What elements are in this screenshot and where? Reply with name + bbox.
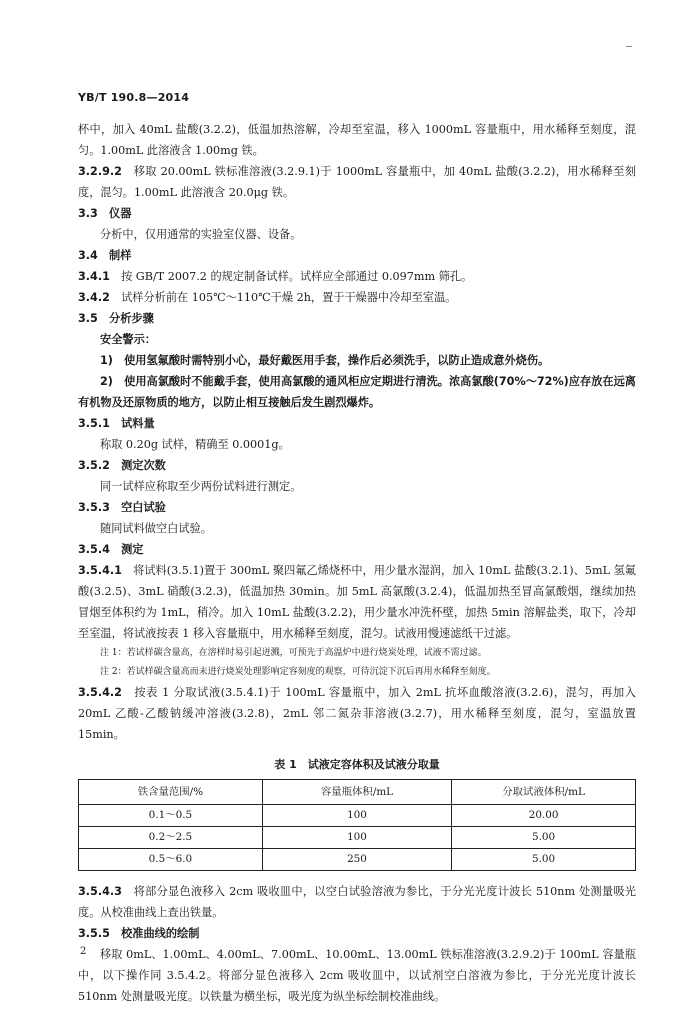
table-cell: 5.00 xyxy=(452,827,636,849)
page-number: 2 xyxy=(80,946,87,957)
clause-3-5-2-heading: 3.5.2 测定次数 xyxy=(78,459,166,472)
clause-3-5-4-heading: 3.5.4 测定 xyxy=(78,543,144,556)
paragraph: 杯中，加入 40mL 盐酸(3.2.2)，低温加热溶解，冷却至室温，移入 1000mL 容量瓶中，用水稀释至刻度，混匀。1.00mL 此溶液含 1.00mg 铁。 xyxy=(78,123,636,157)
table-cell: 5.00 xyxy=(452,849,636,871)
safety-warning-title: 安全警示： xyxy=(100,333,156,346)
clause-3-4-2: 3.4.2 试样分析前在 105℃～110℃干燥 2h，置于干燥器中冷却至室温。 xyxy=(78,291,457,304)
table-cell: 100 xyxy=(262,805,451,827)
table-header-row xyxy=(79,780,636,805)
table-row xyxy=(79,827,636,849)
table-cell: 0.5～6.0 xyxy=(79,849,263,871)
safety-warning-item-1: 1) 使用氢氟酸时需特别小心，最好戴医用手套，操作后必须洗手，以防止造成意外烧伤。 xyxy=(100,354,550,367)
standard-code-header: YB/T 190.8—2014 xyxy=(78,91,190,104)
clause-3-5-4-2: 3.5.4.2 按表 1 分取试液(3.5.4.1)于 100mL 容量瓶中，加入 2mL 抗坏血酸溶液(3.2.6)，混匀，再加入 20mL 乙酸-乙酸钠缓冲溶液(3.2.8)，2mL 邻二氮杂菲溶液(3.2.7)，用水稀释至刻度，混匀，室温放置 15min。 xyxy=(78,686,636,741)
section-3-5-heading: 3.5 分析步骤 xyxy=(78,312,154,325)
paragraph: 随同试料做空白试验。 xyxy=(100,522,212,535)
paragraph: 同一试样应称取至少两份试料进行测定。 xyxy=(100,480,302,493)
paragraph: 移取 0mL、1.00mL、4.00mL、7.00mL、10.00mL、13.00mL 铁标准溶液(3.2.9.2)于 100mL 容量瓶中，以下操作同 3.5.4.2。将部分显色液移入 2cm 吸收皿中，以试剂空白溶液为参比，于分光光度计波长 510nm 处测量吸光度。以铁量为横坐标，吸光度为纵坐标绘制校准曲线。 xyxy=(78,948,636,1003)
table-row xyxy=(79,805,636,827)
note-2: 注 2：若试样碳含量高而未进行烧炭处理影响定容刻度的观察，可待沉淀下沉后再用水稀释至刻度。 xyxy=(100,667,496,677)
table-1 xyxy=(78,754,636,871)
section-3-3-heading: 3.3 仪器 xyxy=(78,207,132,220)
clause-3-5-4-1: 3.5.4.1 将试料(3.5.1)置于 300mL 聚四氟乙烯烧杯中，用少量水湿润，加入 10mL 盐酸(3.2.1)、5mL 氢氟酸(3.2.5)、3mL 硝酸(3.2.3)，低温加热 30min。加 5mL 高氯酸(3.2.4)，低温加热至冒高氯酸烟，继续加热冒烟至体积约为 1mL，稍冷。加入 10mL 盐酸(3.2.2)，用少量水冲洗杯壁，加热 5min 溶解盐类，取下，冷却至室温，将试液按表 1 移入容量瓶中，用水稀释至刻度，混匀。试液用慢速滤纸干过滤。 xyxy=(78,564,636,640)
table-header: 分取试液体积/mL xyxy=(452,780,636,805)
section-3-4-heading: 3.4 制样 xyxy=(78,249,132,262)
table-cell: 250 xyxy=(262,849,451,871)
page-body xyxy=(78,119,636,1007)
table-header: 容量瓶体积/mL xyxy=(262,780,451,805)
clause-3-5-4-3: 3.5.4.3 将部分显色液移入 2cm 吸收皿中，以空白试验溶液为参比，于分光光度计波长 510nm 处测量吸光度。从校准曲线上查出铁量。 xyxy=(78,885,636,919)
safety-warning-item-2: 2) 使用高氯酸时不能戴手套，使用高氯酸的通风柜应定期进行清洗。浓高氯酸(70%～72%)应存放在远离有机物及还原物质的地方，以防止相互接触后发生剧烈爆炸。 xyxy=(78,375,636,409)
clause-3-5-3-heading: 3.5.3 空白试验 xyxy=(78,501,166,514)
table-row xyxy=(79,849,636,871)
table-caption: 表 1 试液定容体积及试液分取量 xyxy=(274,758,440,771)
clause-3-2-9-2: 3.2.9.2 移取 20.00mL 铁标准溶液(3.2.9.1)于 1000mL 容量瓶中，加 40mL 盐酸(3.2.2)，用水稀释至刻度，混匀。1.00mL 此溶液含 20.0μg 铁。 xyxy=(78,165,636,199)
clause-number: 3.2.9.2 xyxy=(78,165,122,178)
clause-3-5-1-heading: 3.5.1 试料量 xyxy=(78,417,155,430)
table-cell: 0.2～2.5 xyxy=(79,827,263,849)
paragraph: 称取 0.20g 试样，精确至 0.0001g。 xyxy=(100,438,290,451)
table xyxy=(78,779,636,871)
corner-mark xyxy=(626,46,632,47)
note-1: 注 1：若试样碳含量高，在溶样时易引起迸溅，可预先于高温炉中进行烧炭处理，试液不需过滤。 xyxy=(100,648,487,658)
paragraph: 分析中，仅用通常的实验室仪器、设备。 xyxy=(100,228,302,241)
table-header: 铁含量范围/% xyxy=(79,780,263,805)
clause-3-4-1: 3.4.1 按 GB/T 2007.2 的规定制备试样。试样应全部通过 0.097mm 筛孔。 xyxy=(78,270,473,283)
clause-3-5-5-heading: 3.5.5 校准曲线的绘制 xyxy=(78,927,200,940)
table-cell: 20.00 xyxy=(452,805,636,827)
table-cell: 0.1～0.5 xyxy=(79,805,263,827)
table-cell: 100 xyxy=(262,827,451,849)
